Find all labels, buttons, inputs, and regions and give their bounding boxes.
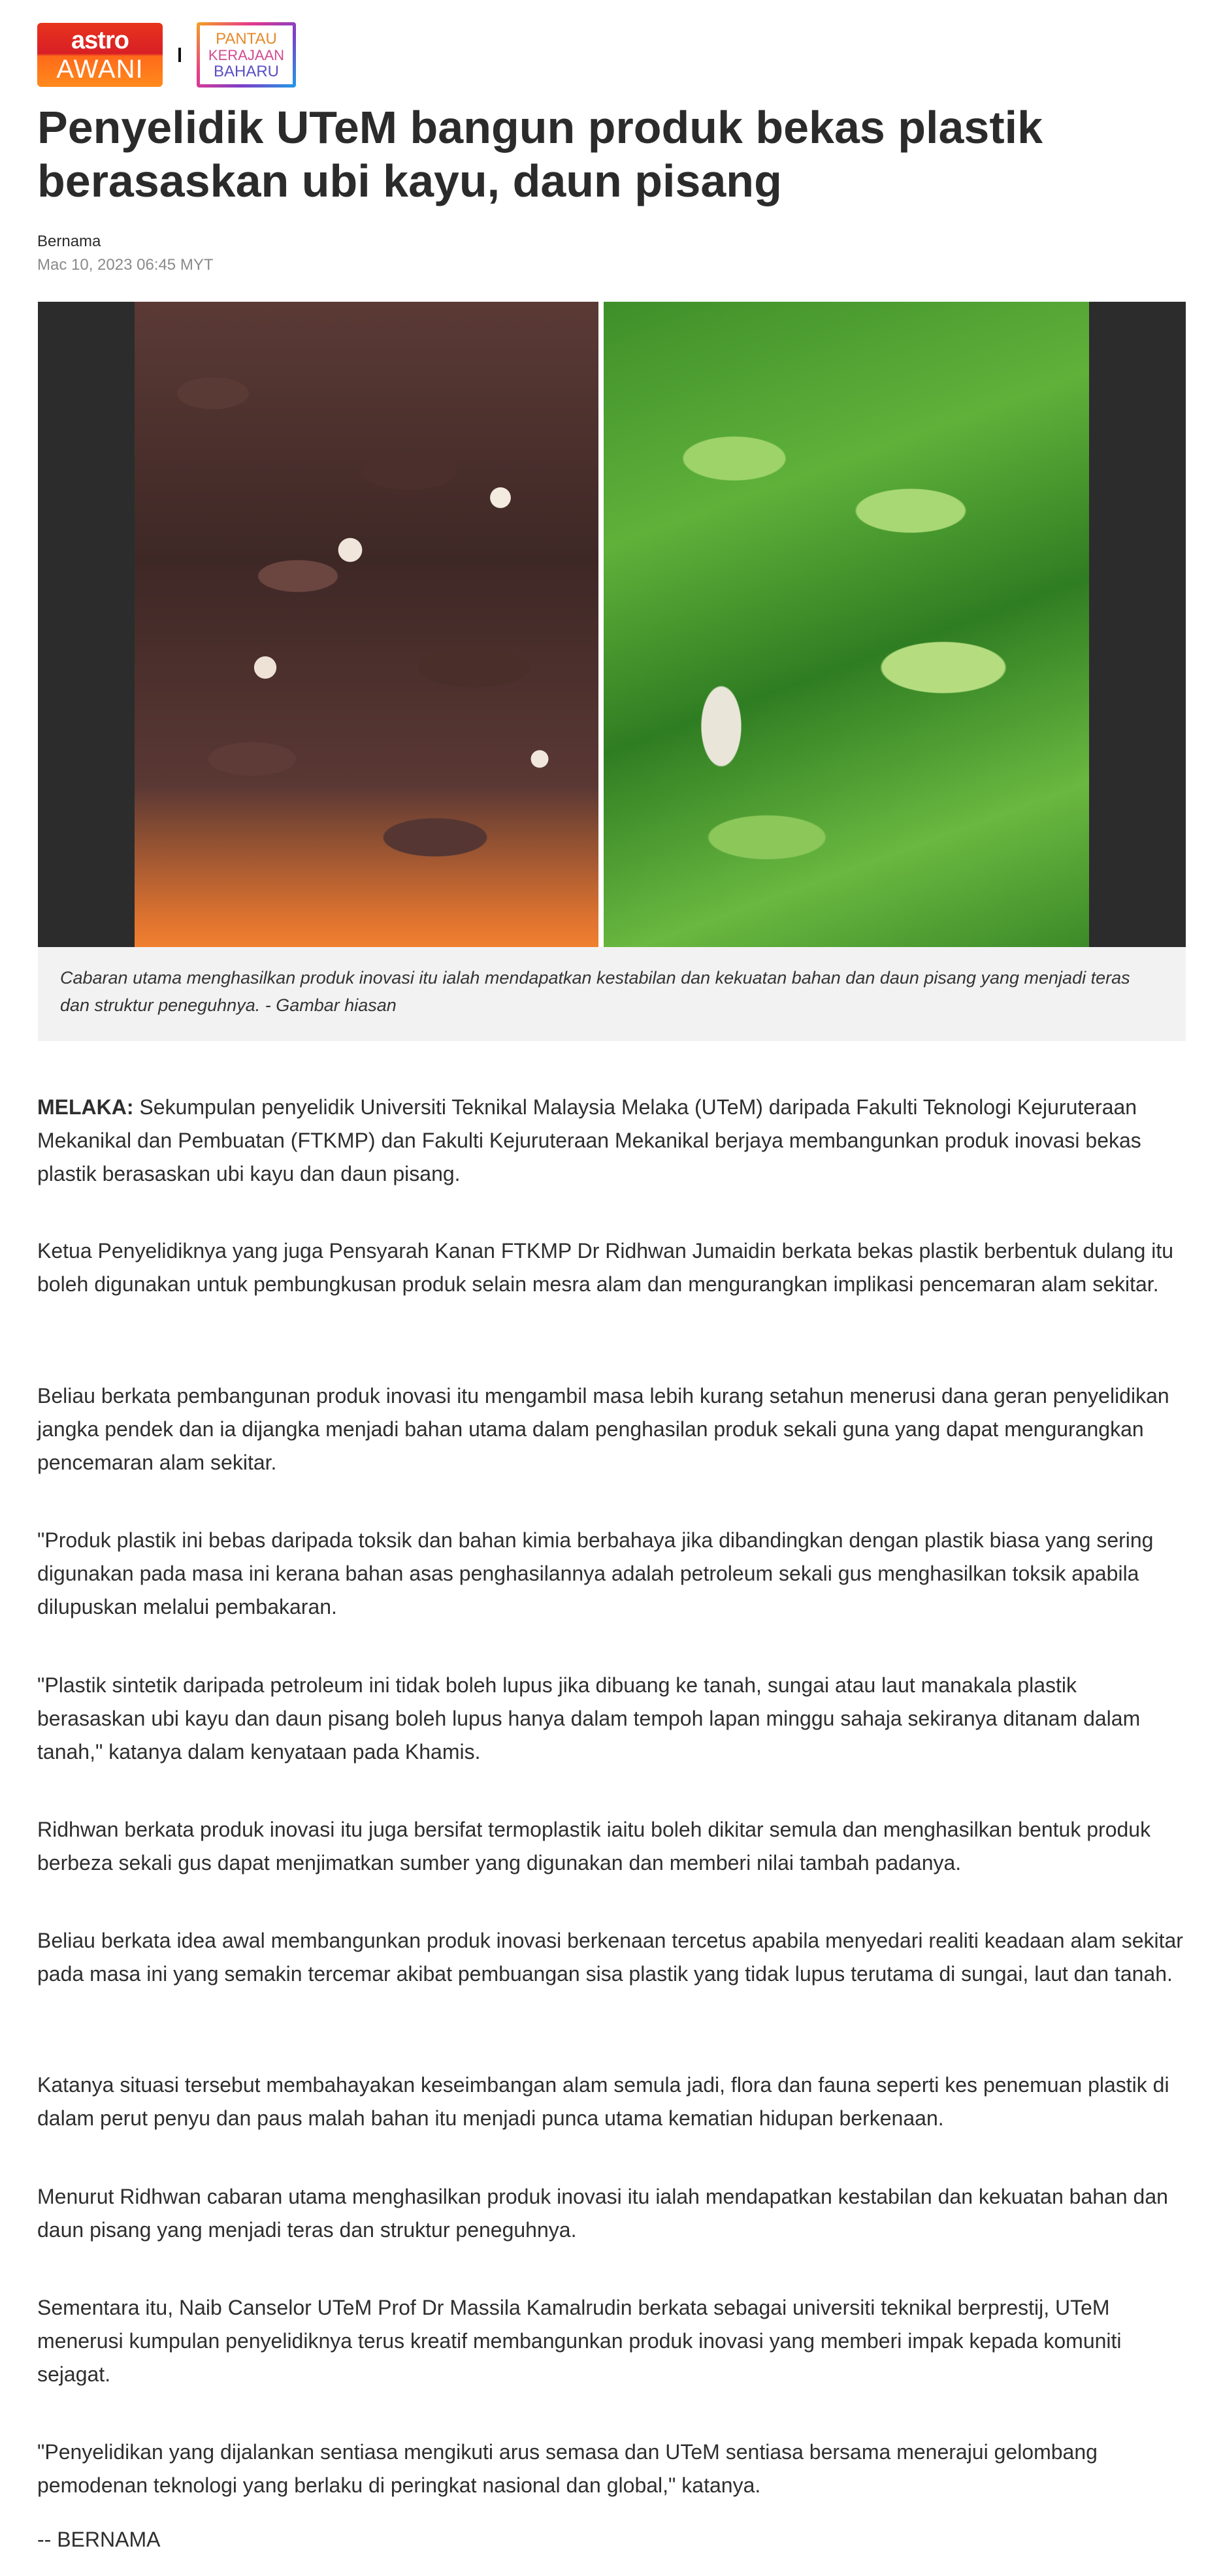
dateline: MELAKA:	[37, 1095, 134, 1119]
article-author[interactable]: Bernama	[37, 233, 101, 250]
pantau-kerajaan-baharu-logo[interactable]	[197, 22, 296, 88]
article-paragraph: Sementara itu, Naib Canselor UTeM Prof Dr Massila Kamalrudin berkata sebagai universiti teknikal berprestij, UTeM menerusi kumpulan penyelidiknya terus kreatif membangunkan produk inovasi yang memberi impak kepada komuniti sejagat.	[37, 2296, 1122, 2386]
article-paragraph-block	[37, 1669, 1187, 1769]
article-paragraph	[37, 1091, 1187, 1191]
image-divider	[598, 302, 604, 947]
article-paragraph: Beliau berkata pembangunan produk inovasi itu mengambil masa lebih kurang setahun menerusi dana geran penyelidikan jangka pendek dan ia dijangka menjadi bahan utama dalam penghasilan produk sekali guna yang dapat mengurangkan pencemaran alam sekitar.	[37, 1384, 1169, 1474]
article-paragraph-block	[37, 2523, 1187, 2556]
article-paragraph: Katanya situasi tersebut membahayakan keseimbangan alam semula jadi, flora dan fauna seperti kes penemuan plastik di dalam perut penyu dan paus malah bahan itu menjadi punca utama kematian hidupan berkenaan.	[37, 2073, 1169, 2130]
logo-separator	[178, 48, 181, 62]
campaign-logo-line: BAHARU	[213, 62, 280, 80]
article-paragraph: "Penyelidikan yang dijalankan sentiasa mengikuti arus semasa dan UTeM sentiasa bersama menerajui gelombang pemodenan teknologi yang berlaku di peringkat nasional dan global," katanya.	[37, 2440, 1098, 2497]
campaign-logo-line: PANTAU	[216, 29, 277, 48]
image-caption: Cabaran utama menghasilkan produk inovasi itu ialah mendapatkan kestabilan dan kekuatan bahan dan daun pisang yang menjadi teras dan struktur peneguhnya. - Gambar hiasan	[38, 947, 1186, 1041]
article-paragraph: Beliau berkata idea awal membangunkan produk inovasi berkenaan tercetus apabila menyedari realiti keadaan alam sekitar pada masa ini yang semakin tercemar akibat pembuangan sisa plastik yang tidak lupus terutama di sungai, laut dan tanah.	[37, 1929, 1183, 1986]
logo-astro-text: astro	[71, 27, 129, 54]
article-date: Mac 10, 2023 06:45 MYT	[37, 256, 214, 274]
cassava-photo	[135, 302, 598, 947]
article-paragraph-block	[37, 2436, 1187, 2502]
astro-awani-logo[interactable]	[37, 23, 163, 87]
article-image	[38, 302, 1186, 947]
article-paragraph-block	[37, 1813, 1187, 1880]
article-paragraph-block	[37, 2180, 1187, 2247]
campaign-logo-line: KERAJAAN	[208, 46, 285, 63]
lead-text: Sekumpulan penyelidik Universiti Teknikal Malaysia Melaka (UTeM) daripada Fakulti Teknologi Kejuruteraan Mekanikal dan Pembuatan (FTKMP) dan Fakulti Kejuruteraan Mekanikal berjaya membangunkan produk inovasi bekas plastik berasaskan ubi kayu dan daun pisang.	[37, 1095, 1141, 1185]
byline	[37, 233, 213, 274]
article-paragraph: "Produk plastik ini bebas daripada toksik dan bahan kimia berbahaya jika dibandingkan dengan plastik biasa yang sering digunakan pada masa ini kerana bahan asas penghasilannya adalah petroleum sekali gus menghasilkan toksik apabila dilupuskan melalui pembakaran.	[37, 1528, 1154, 1618]
site-header	[37, 22, 296, 88]
article-paragraph-block	[37, 1234, 1187, 1301]
article-paragraph-lead	[37, 1091, 1187, 1191]
article-paragraph: Ridhwan berkata produk inovasi itu juga bersifat termoplastik iaitu boleh dikitar semula dan menghasilkan bentuk produk berbeza sekali gus dapat menjimatkan sumber yang digunakan dan memberi nilai tambah padanya.	[37, 1818, 1151, 1875]
banana-leaf-photo	[604, 302, 1089, 947]
article-paragraph: "Plastik sintetik daripada petroleum ini tidak boleh lupus jika dibuang ke tanah, sungai atau laut manakala plastik berasaskan ubi kayu dan daun pisang boleh lupus hanya dalam tempoh lapan minggu sahaja sekiranya ditanam dalam tanah," katanya dalam kenyataan pada Khamis.	[37, 1673, 1141, 1763]
article-paragraph: Menurut Ridhwan cabaran utama menghasilkan produk inovasi itu ialah mendapatkan kestabilan dan kekuatan bahan dan daun pisang yang menjadi teras dan struktur peneguhnya.	[37, 2185, 1168, 2242]
article-paragraph-block	[37, 2069, 1187, 2135]
article-title: Penyelidik UTeM bangun produk bekas plastik berasaskan ubi kayu, daun pisang	[37, 102, 1043, 206]
article-source: -- BERNAMA	[37, 2528, 161, 2551]
article-paragraph-block	[37, 1524, 1187, 1624]
article-paragraph: Ketua Penyelidiknya yang juga Pensyarah Kanan FTKMP Dr Ridhwan Jumaidin berkata bekas plastik berbentuk dulang itu boleh digunakan untuk pembungkusan produk selain mesra alam dan mengurangkan implikasi pencemaran alam sekitar.	[37, 1239, 1174, 1296]
article-paragraph-block	[37, 1379, 1187, 1479]
article-paragraph-block	[37, 2291, 1187, 2391]
article-figure	[38, 302, 1186, 1041]
logo-awani-text: AWANI	[56, 55, 144, 84]
article-paragraph-block	[37, 1924, 1187, 1991]
